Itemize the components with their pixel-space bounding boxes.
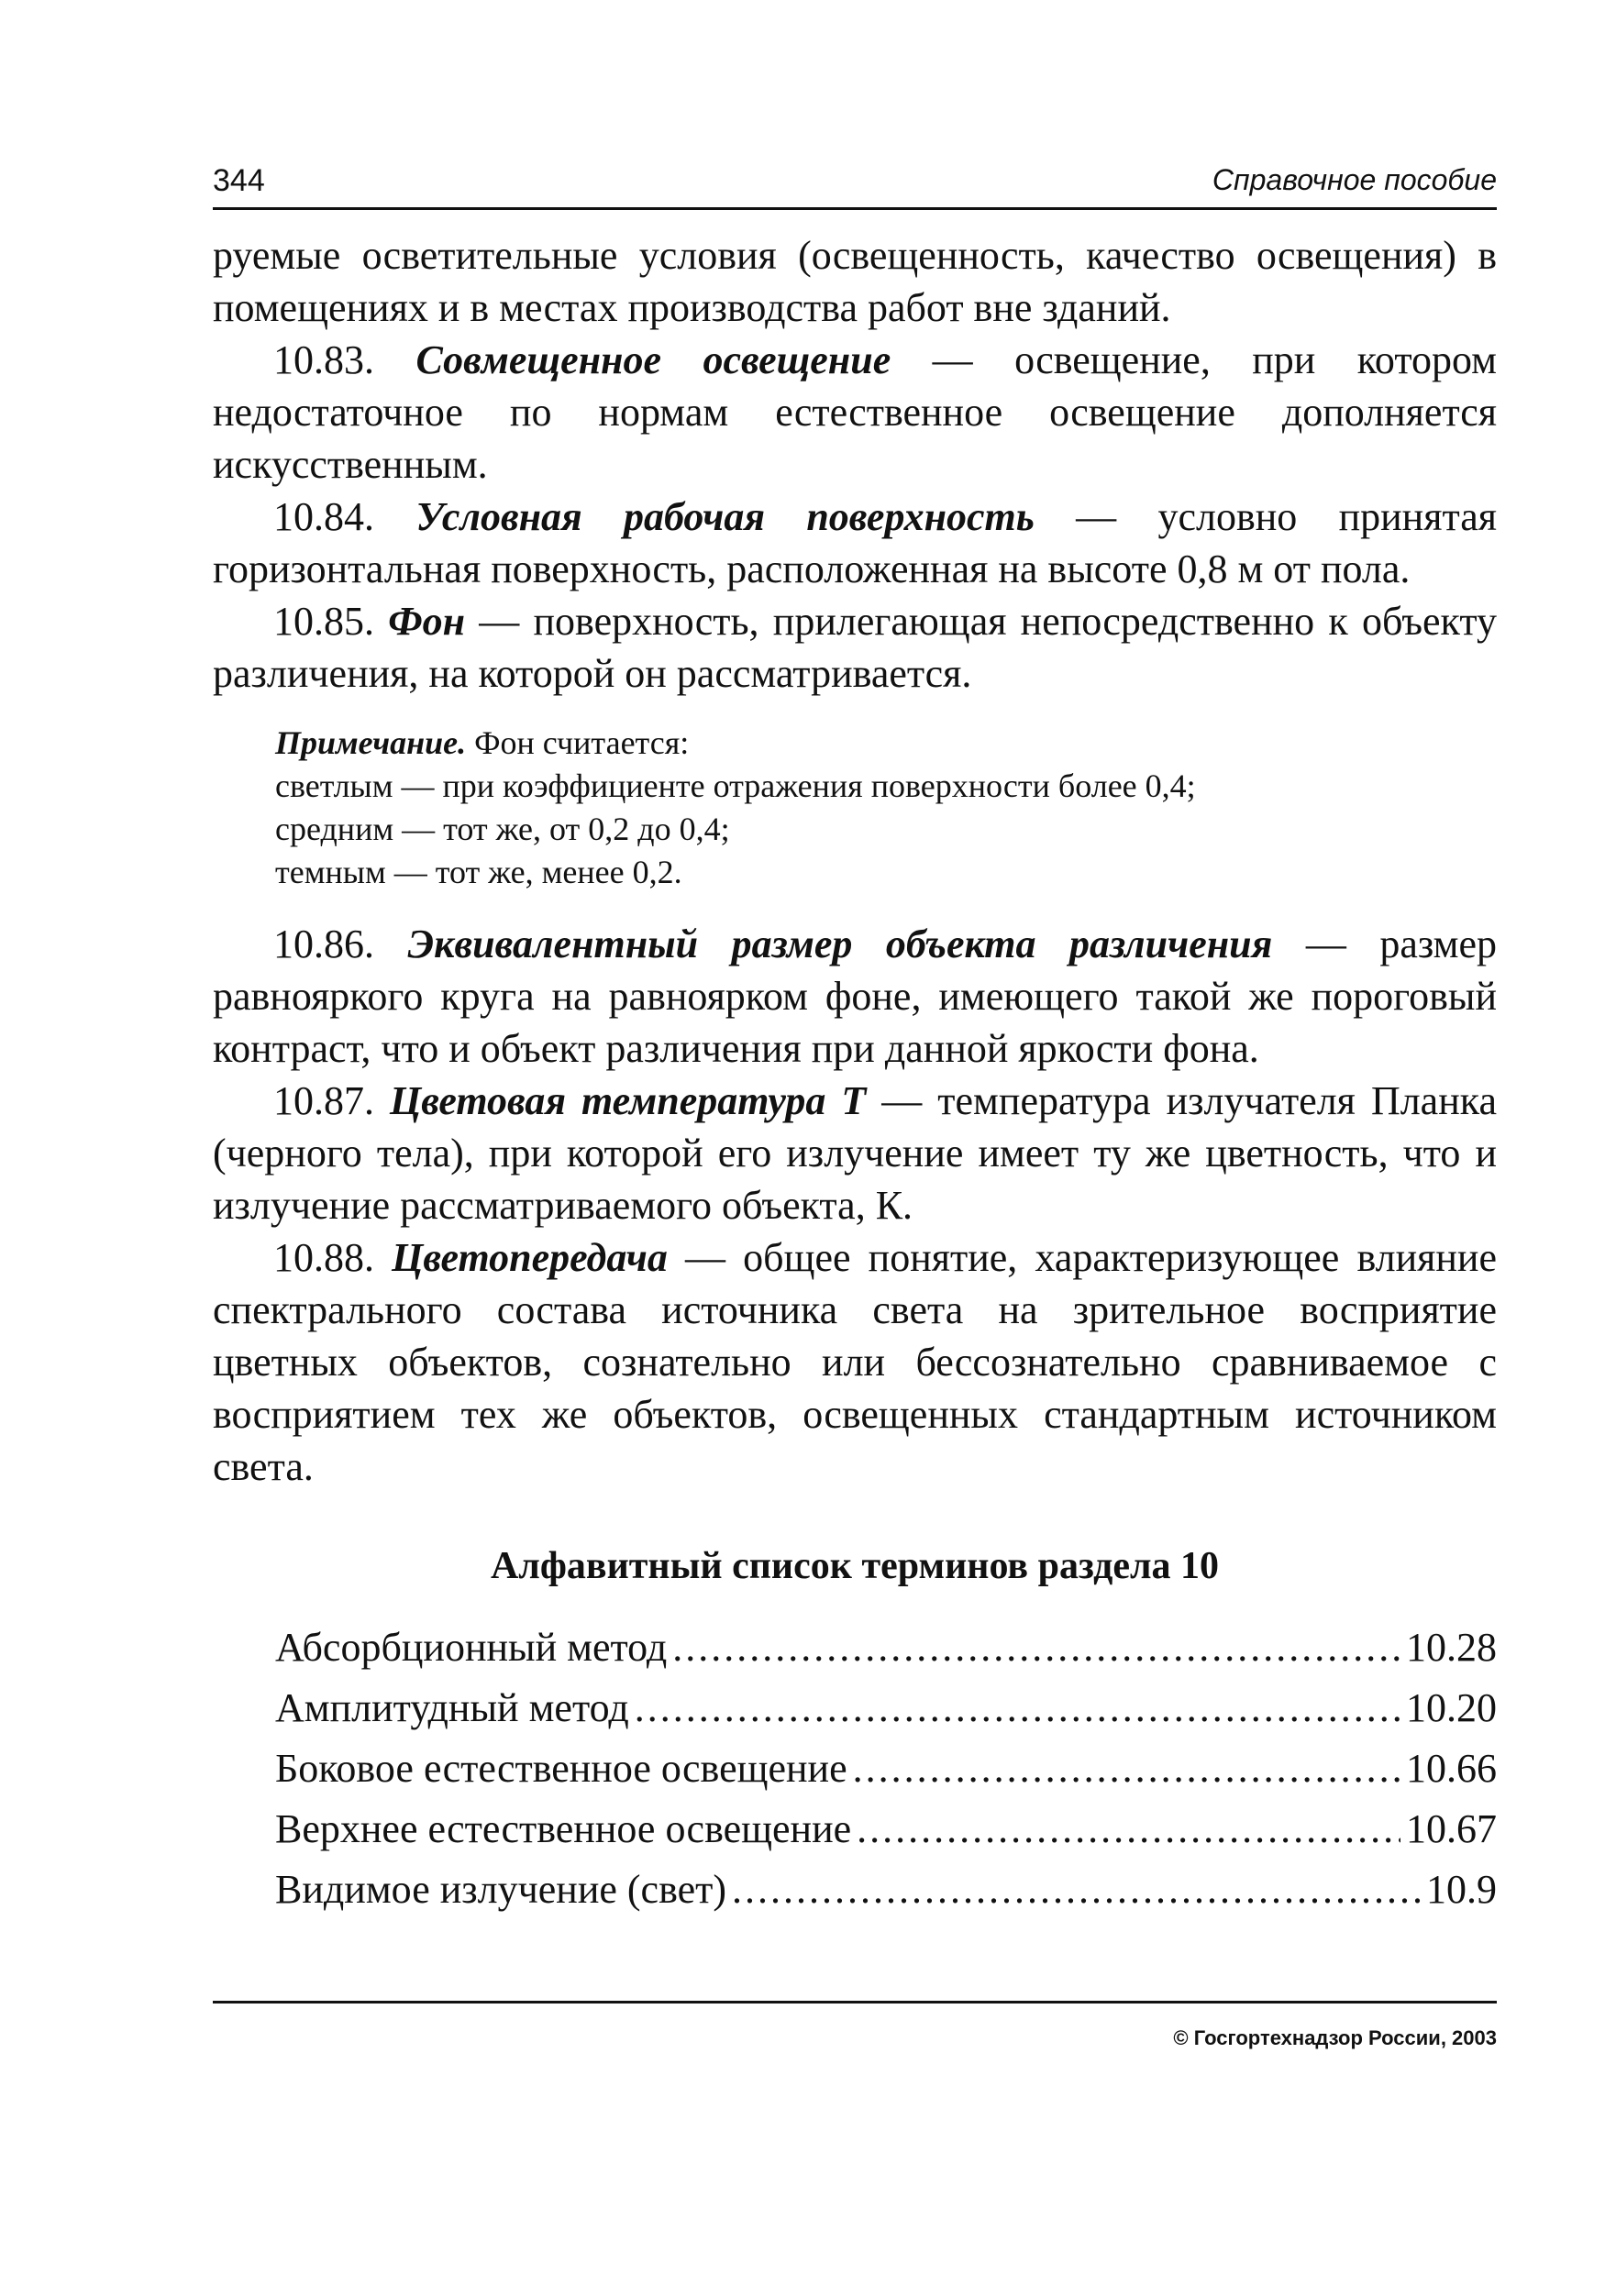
index-entry bbox=[275, 1799, 1497, 1860]
definition-text: — общее понятие, характеризующее влияние спектрального состава источника света на зрительное восприятие цветных объектов, сознательно или бессознательно сравниваемое с восприятием тех же объектов, освещенных стандартным источником света. bbox=[213, 1235, 1498, 1489]
note-label: Примечание. bbox=[275, 724, 467, 761]
definition-10-83 bbox=[213, 334, 1497, 491]
defined-term: Эквивалентный размер объекта различения bbox=[407, 922, 1273, 966]
index-entry bbox=[275, 1860, 1497, 1920]
definition-text: — поверхность, прилегающая непосредственно к объекту различения, на которой он рассматривается. bbox=[213, 599, 1497, 696]
definition-text: — размер равнояркого круга на равноярком фоне, имеющего такой же пороговый контраст, что и объект различения при данной яркости фона. bbox=[213, 922, 1498, 1071]
definition-text: — освещение, при котором недостаточное по нормам естественное освещение дополняется искусственным. bbox=[213, 337, 1498, 487]
note-line: средним — тот же, от 0,2 до 0,4; bbox=[275, 811, 730, 847]
definition-10-85 bbox=[213, 595, 1497, 700]
index-entry bbox=[275, 1617, 1497, 1678]
defined-term: Совмещенное освещение bbox=[415, 337, 891, 382]
clause-number: 10.85. bbox=[273, 599, 374, 644]
defined-term: Цветопередача bbox=[392, 1235, 668, 1280]
clause-number: 10.84. bbox=[273, 494, 374, 539]
page-number: 344 bbox=[213, 163, 265, 198]
index-term: Верхнее естественное освещение bbox=[275, 1806, 852, 1851]
index-entry bbox=[275, 1739, 1497, 1799]
dot-leader bbox=[853, 1739, 1400, 1799]
definition-text: — условно принятая горизонтальная поверхность, расположенная на высоте 0,8 м от пола. bbox=[213, 494, 1498, 591]
dot-leader bbox=[635, 1678, 1400, 1739]
note-line: светлым — при коэффициенте отражения поверхности более 0,4; bbox=[275, 767, 1196, 804]
index-term: Боковое естественное освещение bbox=[275, 1746, 847, 1791]
definition-10-88 bbox=[213, 1231, 1497, 1493]
index-ref: 10.28 bbox=[1406, 1625, 1497, 1670]
definition-10-87 bbox=[213, 1075, 1497, 1231]
note-block bbox=[275, 722, 1497, 894]
index-term: Видимое излучение (свет) bbox=[275, 1867, 727, 1912]
page-header bbox=[213, 163, 1497, 210]
index-ref: 10.67 bbox=[1406, 1806, 1497, 1851]
index-term: Абсорбционный метод bbox=[275, 1625, 668, 1670]
clause-number: 10.83. bbox=[273, 337, 374, 382]
definition-text: — температура излучателя Планка (черного тела), при которой его излучение имеет ту же цветность, что и излучение рассматриваемого объекта, К. bbox=[213, 1078, 1498, 1228]
clause-number: 10.87. bbox=[273, 1078, 374, 1123]
note-intro bbox=[275, 722, 1497, 765]
running-head: Справочное пособие bbox=[1212, 163, 1497, 196]
footer-copyright: © Госгортехнадзор России, 2003 bbox=[1173, 2026, 1497, 2049]
index-ref: 10.9 bbox=[1426, 1867, 1497, 1912]
footer-rule bbox=[213, 2001, 1497, 2003]
index-ref: 10.66 bbox=[1406, 1746, 1497, 1791]
defined-term: Фон bbox=[388, 599, 466, 644]
index-entry bbox=[275, 1678, 1497, 1739]
definition-10-86 bbox=[213, 918, 1497, 1075]
dot-leader bbox=[732, 1860, 1421, 1920]
paragraph-continuation: руемые осветительные условия (освещенность, качество освещения) в помещениях и в местах производства работ вне зданий. bbox=[213, 233, 1497, 330]
dot-leader bbox=[672, 1617, 1400, 1678]
index-term: Амплитудный метод bbox=[275, 1685, 629, 1730]
clause-number: 10.86. bbox=[273, 922, 374, 966]
note-line: темным — тот же, менее 0,2. bbox=[275, 854, 682, 890]
main-text bbox=[213, 229, 1497, 1920]
definition-10-84 bbox=[213, 491, 1497, 595]
defined-term: Цветовая температура T bbox=[390, 1078, 867, 1123]
index-heading: Алфавитный список терминов раздела 10 bbox=[490, 1545, 1220, 1587]
clause-number: 10.88. bbox=[273, 1235, 374, 1280]
note-intro-text: Фон считается: bbox=[466, 724, 690, 761]
dot-leader bbox=[857, 1799, 1400, 1860]
defined-term: Условная рабочая поверхность bbox=[415, 494, 1035, 539]
index-ref: 10.20 bbox=[1406, 1685, 1497, 1730]
term-index-list bbox=[275, 1617, 1497, 1920]
